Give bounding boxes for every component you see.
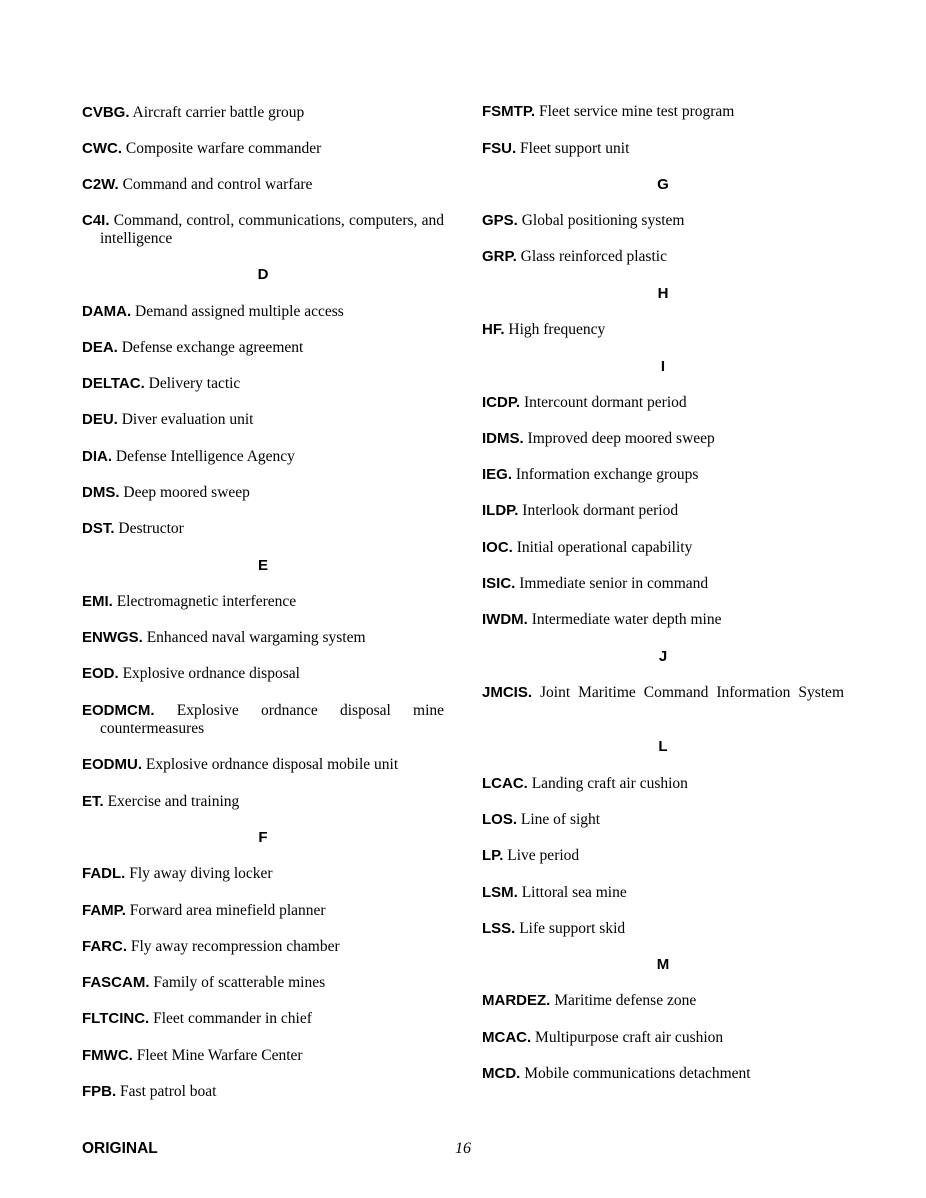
abbreviation: EMI.: [82, 593, 113, 610]
abbreviation: FAMP.: [82, 902, 126, 919]
glossary-entry: [82, 629, 444, 647]
definition: Improved deep moored sweep: [527, 430, 715, 447]
abbreviation: EODMU.: [82, 756, 142, 773]
abbreviation: ISIC.: [482, 575, 516, 592]
abbreviation: CVBG.: [82, 104, 130, 121]
definition: Fly away recompression chamber: [130, 938, 340, 955]
glossary-entry: [82, 702, 444, 738]
glossary-entry: [82, 520, 444, 538]
definition: Glass reinforced plastic: [520, 248, 667, 265]
abbreviation: GRP.: [482, 248, 517, 265]
glossary-entry: [82, 140, 444, 158]
definition: Fast patrol boat: [120, 1083, 217, 1100]
glossary-entry: [482, 920, 844, 938]
definition: Explosive ordnance disposal: [122, 665, 300, 682]
section-heading: D: [257, 266, 269, 283]
definition: Composite warfare commander: [125, 140, 322, 157]
definition: Information exchange groups: [515, 466, 699, 483]
definition: Fleet service mine test program: [538, 103, 735, 120]
definition: Initial operational capability: [516, 539, 693, 556]
abbreviation: MCD.: [482, 1065, 521, 1082]
definition: Littoral sea mine: [521, 884, 627, 901]
glossary-entry: [82, 375, 444, 393]
abbreviation: LP.: [482, 847, 504, 864]
glossary-entry: [482, 684, 844, 702]
abbreviation: ICDP.: [482, 394, 521, 411]
section-heading: I: [660, 358, 666, 375]
section-heading: L: [658, 738, 668, 755]
abbreviation: FADL.: [82, 865, 126, 882]
glossary-entry: [482, 248, 844, 266]
section-heading: J: [658, 648, 668, 665]
abbreviation: FMWC.: [82, 1047, 133, 1064]
abbreviation: LOS.: [482, 811, 518, 828]
definition: Aircraft carrier battle group: [132, 104, 305, 121]
section-heading: G: [657, 176, 669, 193]
definition: Mobile communications detachment: [524, 1065, 751, 1082]
glossary-entry: [482, 212, 844, 230]
definition: Fleet Mine Warfare Center: [136, 1047, 303, 1064]
glossary-entry: [482, 1029, 844, 1047]
abbreviation: GPS.: [482, 212, 518, 229]
definition: Electromagnetic interference: [116, 593, 297, 610]
abbreviation: FARC.: [82, 938, 127, 955]
abbreviation: DMS.: [82, 484, 120, 501]
glossary-entry: [82, 593, 444, 611]
section-heading: H: [657, 285, 669, 302]
definition: Live period: [507, 847, 580, 864]
definition: Deep moored sweep: [123, 484, 250, 501]
footer-label: ORIGINAL: [82, 1140, 158, 1157]
definition: Enhanced naval wargaming system: [146, 629, 366, 646]
glossary-entry: [482, 140, 844, 158]
definition: Forward area minefield planner: [129, 902, 326, 919]
definition: Family of scatterable mines: [153, 974, 326, 991]
abbreviation: LSS.: [482, 920, 516, 937]
glossary-entry: [482, 847, 844, 865]
glossary-entry: [482, 811, 844, 829]
definition: Explosive ordnance disposal mine countermeasures: [100, 702, 445, 737]
glossary-entry: [82, 865, 444, 883]
definition: Delivery tactic: [148, 375, 241, 392]
abbreviation: LCAC.: [482, 775, 528, 792]
definition: Interlook dormant period: [522, 502, 679, 519]
abbreviation: DEA.: [82, 339, 118, 356]
definition: Fly away diving locker: [129, 865, 273, 882]
definition: Diver evaluation unit: [121, 411, 254, 428]
glossary-entry: [482, 394, 844, 412]
abbreviation: FASCAM.: [82, 974, 150, 991]
definition: Intercount dormant period: [523, 394, 687, 411]
glossary-entry: [482, 539, 844, 557]
definition: Command, control, communications, computers, and intelligence: [100, 212, 444, 247]
section-heading: M: [656, 956, 670, 973]
glossary-entry: [482, 1065, 844, 1083]
abbreviation: IOC.: [482, 539, 513, 556]
definition: Defense exchange agreement: [121, 339, 304, 356]
definition: Joint Maritime Command Information System: [540, 684, 844, 701]
definition: Multipurpose craft air cushion: [535, 1029, 724, 1046]
definition: Destructor: [118, 520, 184, 537]
glossary-entry: [82, 484, 444, 502]
glossary-entry: [482, 992, 844, 1010]
abbreviation: IWDM.: [482, 611, 528, 628]
abbreviation: DELTAC.: [82, 375, 145, 392]
glossary-entry: [82, 793, 444, 811]
definition: Landing craft air cushion: [531, 775, 688, 792]
glossary-entry: [482, 775, 844, 793]
abbreviation: EODMCM.: [82, 702, 155, 719]
abbreviation: IDMS.: [482, 430, 524, 447]
definition: Demand assigned multiple access: [135, 303, 344, 320]
abbreviation: JMCIS.: [482, 684, 533, 701]
abbreviation: ET.: [82, 793, 104, 810]
abbreviation: C2W.: [82, 176, 119, 193]
definition: Fleet commander in chief: [153, 1010, 312, 1027]
glossary-entry: [82, 303, 444, 321]
glossary-entry: [82, 902, 444, 920]
abbreviation: C4I.: [82, 212, 110, 229]
definition: Global positioning system: [521, 212, 685, 229]
glossary-entry: [82, 212, 444, 248]
glossary-entry: [482, 611, 844, 629]
glossary-entry: [482, 575, 844, 593]
definition: Explosive ordnance disposal mobile unit: [145, 756, 399, 773]
definition: High frequency: [508, 321, 606, 338]
definition: Immediate senior in command: [519, 575, 709, 592]
glossary-entry: [82, 756, 444, 774]
glossary-entry: [482, 884, 844, 902]
glossary-entry: [82, 448, 444, 466]
glossary-entry: [82, 974, 444, 992]
section-heading: E: [257, 557, 268, 574]
glossary-entry: [482, 103, 844, 121]
abbreviation: FSU.: [482, 140, 517, 157]
glossary-entry: [82, 176, 444, 194]
definition: Fleet support unit: [520, 140, 630, 157]
section-heading: F: [258, 829, 268, 846]
abbreviation: MARDEZ.: [482, 992, 551, 1009]
abbreviation: ILDP.: [482, 502, 519, 519]
abbreviation: HF.: [482, 321, 505, 338]
glossary-entry: [482, 430, 844, 448]
definition: Intermediate water depth mine: [531, 611, 722, 628]
glossary-entry: [82, 665, 444, 683]
glossary-entry: [482, 321, 844, 339]
definition: Exercise and training: [107, 793, 240, 810]
abbreviation: DAMA.: [82, 303, 132, 320]
abbreviation: EOD.: [82, 665, 119, 682]
definition: Command and control warfare: [122, 176, 313, 193]
glossary-entry: [82, 938, 444, 956]
glossary-entry: [82, 411, 444, 429]
page-number: 16: [455, 1140, 471, 1157]
abbreviation: FPB.: [82, 1083, 117, 1100]
glossary-entry: [482, 502, 844, 520]
glossary-entry: [82, 1083, 444, 1101]
abbreviation: DST.: [82, 520, 115, 537]
abbreviation: CWC.: [82, 140, 122, 157]
definition: Maritime defense zone: [554, 992, 697, 1009]
abbreviation: ENWGS.: [82, 629, 143, 646]
definition: Life support skid: [519, 920, 626, 937]
abbreviation: FLTCINC.: [82, 1010, 150, 1027]
glossary-entry: [82, 104, 444, 122]
glossary-entry: [482, 466, 844, 484]
abbreviation: IEG.: [482, 466, 513, 483]
definition: Defense Intelligence Agency: [115, 448, 295, 465]
abbreviation: DIA.: [82, 448, 112, 465]
abbreviation: DEU.: [82, 411, 118, 428]
glossary-entry: [82, 1010, 444, 1028]
abbreviation: MCAC.: [482, 1029, 532, 1046]
glossary-entry: [82, 339, 444, 357]
glossary-entry: [82, 1047, 444, 1065]
abbreviation: LSM.: [482, 884, 518, 901]
definition: Line of sight: [520, 811, 601, 828]
abbreviation: FSMTP.: [482, 103, 536, 120]
